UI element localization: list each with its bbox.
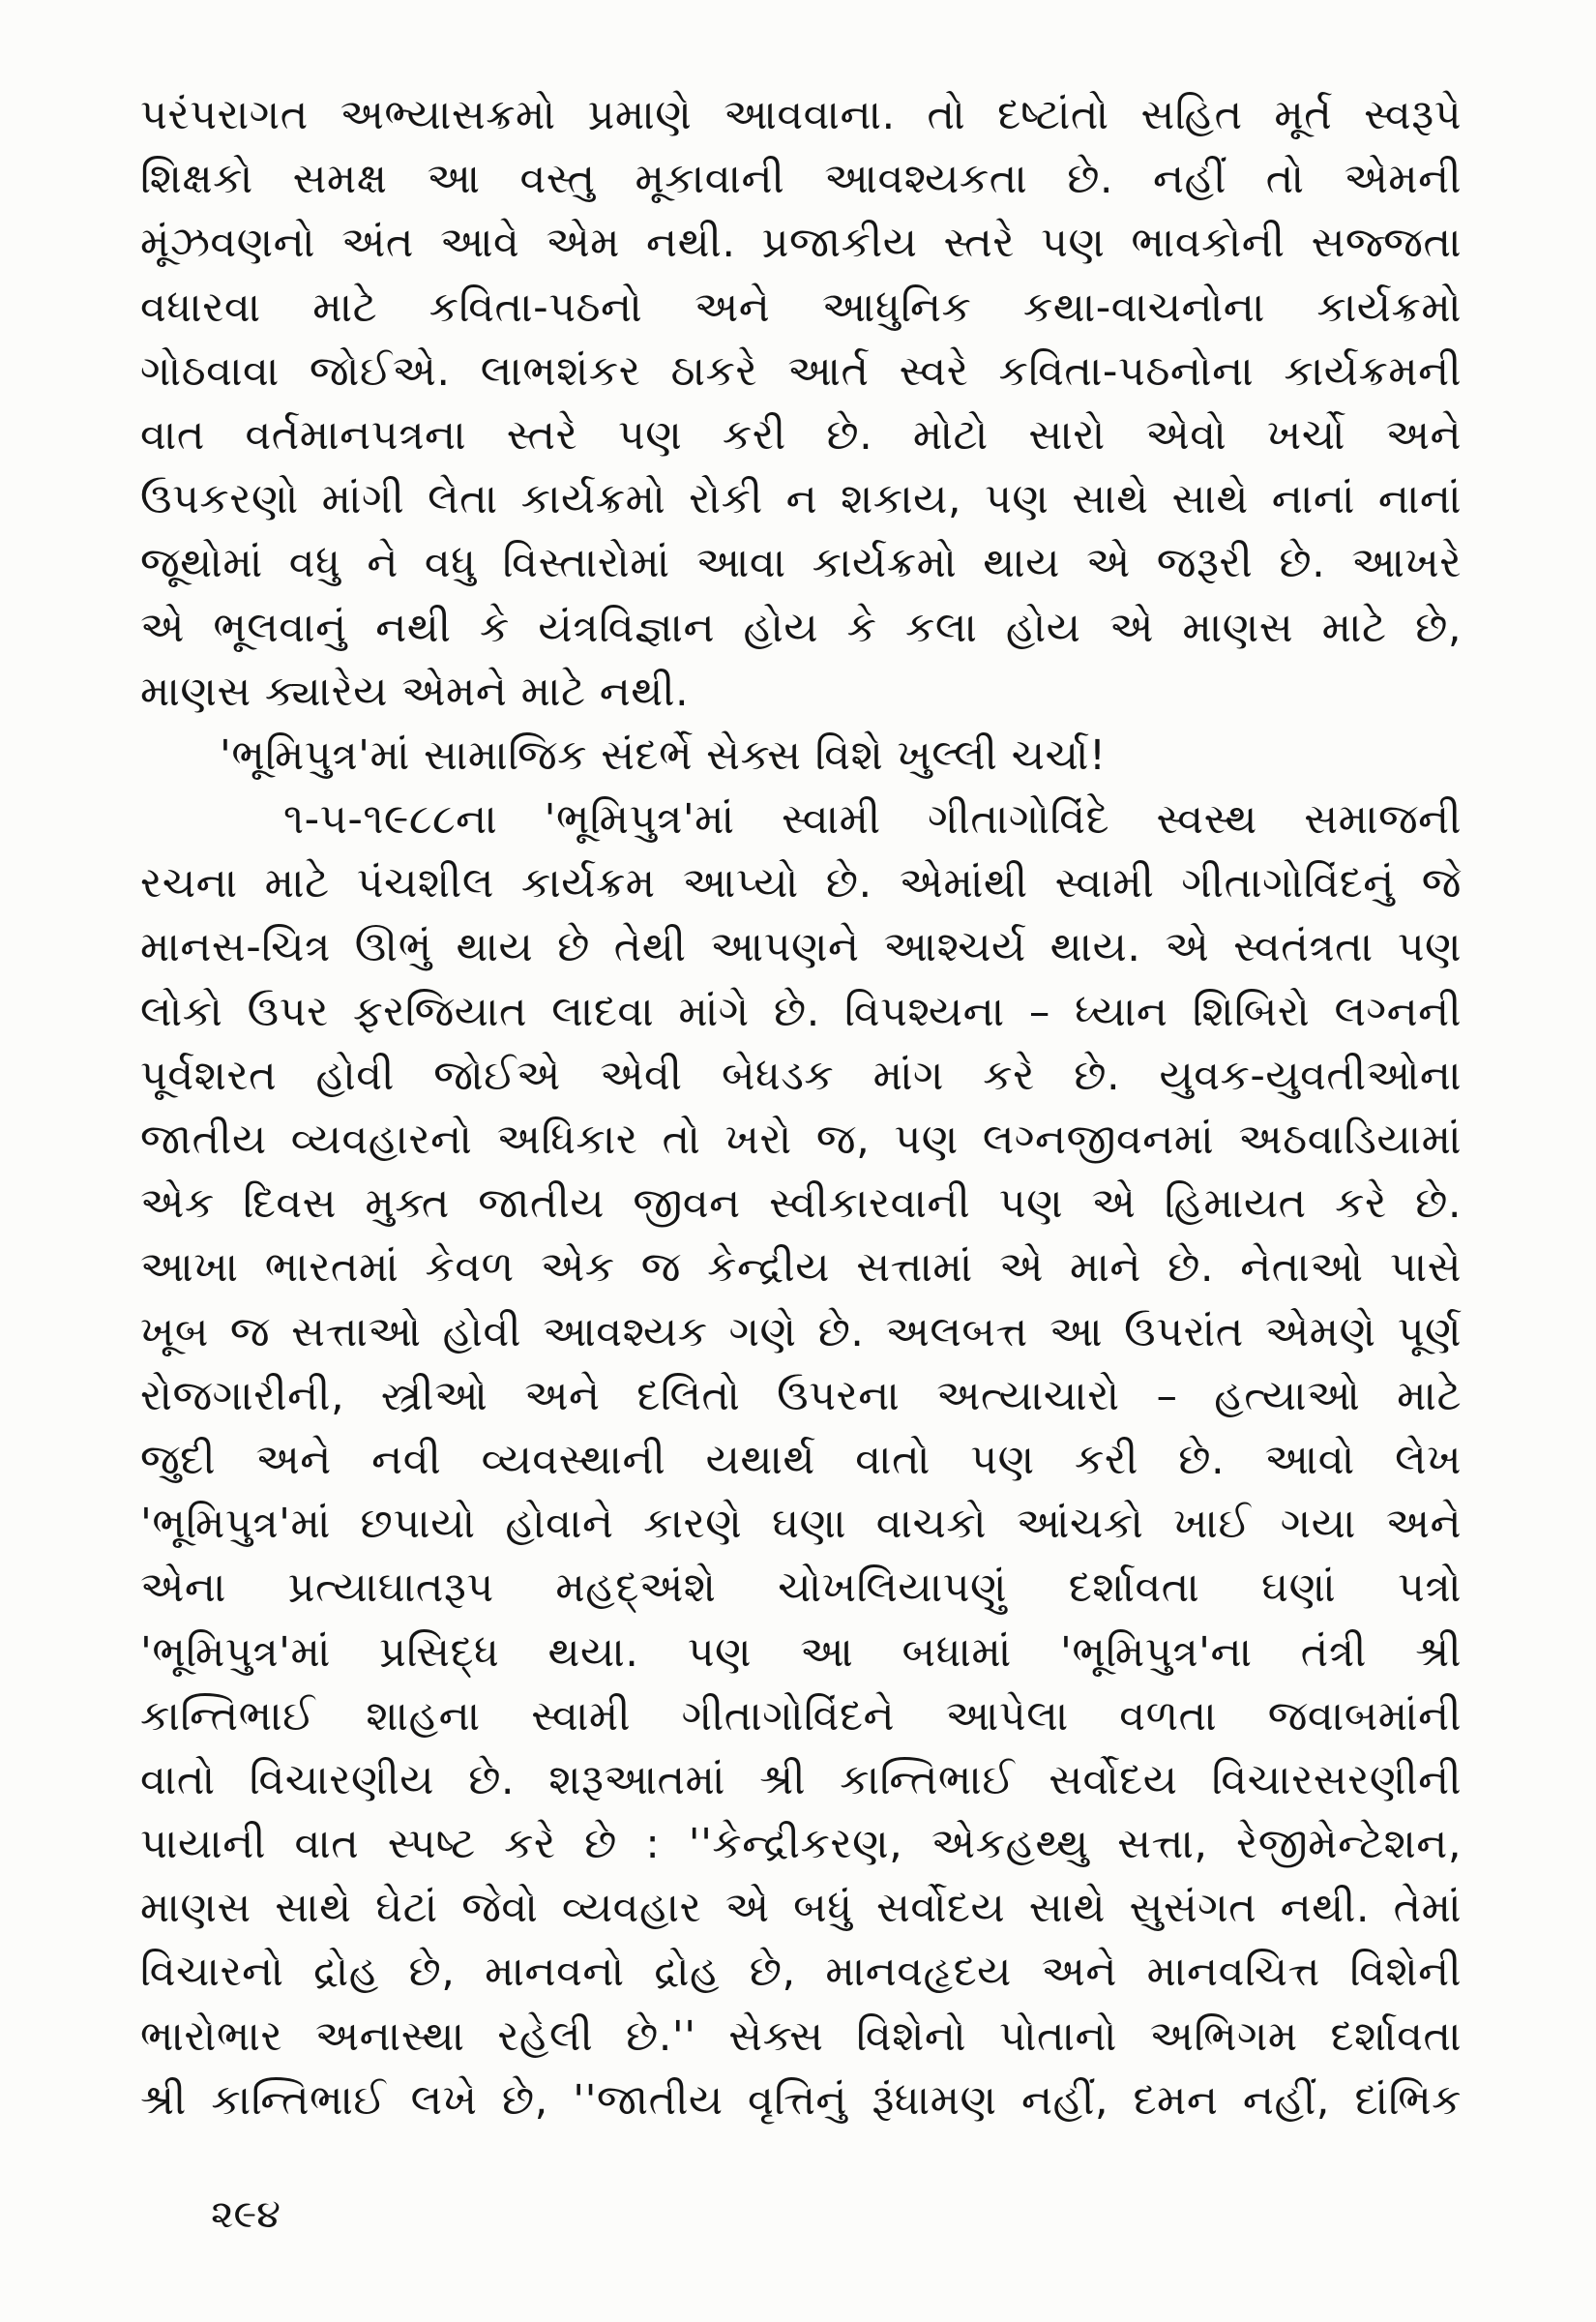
text-line: મૂંઝવણનો અંત આવે એમ નથી. પ્રજાકીય સ્તરે પણ ભાવકોની સજ્જતા <box>140 219 1462 268</box>
text-line: વાત વર્તમાનપત્રના સ્તરે પણ કરી છે. મોટો સારો એવો ખર્ચો અને <box>140 410 1462 460</box>
text-line: શ્રી કાન્તિભાઈ લખે છે, ''જાતીય વૃત્તિનું રૂંધામણ નહીં, દમન નહીં, દાંભિક <box>140 2075 1462 2125</box>
text-line: એક દિવસ મુક્ત જાતીય જીવન સ્વીકારવાની પણ એ હિમાયત કરે છે. <box>140 1179 1462 1229</box>
text-line: રચના માટે પંચશીલ કાર્યક્રમ આપ્યો છે. એમાંથી સ્વામી ગીતાગોવિંદનું જે <box>140 859 1462 908</box>
text-line-heading: 'ભૂમિપુત્ર'માં સામાજિક સંદર્ભે સેક્સ વિશે ખુલ્લી ચર્ચા! <box>220 730 1107 780</box>
text-line: જુદી અને નવી વ્યવસ્થાની યથાર્થ વાતો પણ કરી છે. આવો લેખ <box>140 1435 1462 1484</box>
text-line-paragraph-start: ૧-૫-૧૯૮૮ના 'ભૂમિપુત્ર'માં સ્વામી ગીતાગોવિંદે સ્વસ્થ સમાજની <box>283 795 1462 845</box>
page-number: ૨૯૪ <box>211 2192 281 2237</box>
text-line: વાતો વિચારણીય છે. શરૂઆતમાં શ્રી કાન્તિભાઈ સર્વોદય વિચારસરણીની <box>140 1755 1462 1804</box>
text-line: વધારવા માટે કવિતા-પઠનો અને આધુનિક કથા-વાચનોના કાર્યક્રમો <box>140 283 1462 332</box>
text-line: એના પ્રત્યાઘાતરૂપ મહદ્અંશે ચોખલિયાપણું દર્શાવતા ઘણાં પત્રો <box>140 1563 1462 1613</box>
text-line: રોજગારીની, સ્ત્રીઓ અને દલિતો ઉપરના અત્યાચારો – હત્યાઓ માટે <box>140 1371 1462 1420</box>
text-line: શિક્ષકો સમક્ષ આ વસ્તુ મૂકાવાની આવશ્યકતા છે. નહીં તો એમની <box>140 155 1462 204</box>
text-line: જાતીય વ્યવહારનો અધિકાર તો ખરો જ, પણ લગ્નજીવનમાં અઠવાડિયામાં <box>140 1116 1462 1164</box>
text-line: ઉપકરણો માંગી લેતા કાર્યક્રમો રોકી ન શકાય, પણ સાથે સાથે નાનાં નાનાં <box>140 475 1462 524</box>
text-line: પરંપરાગત અભ્યાસક્રમો પ્રમાણે આવવાના. તો દષ્ટાંતો સહિત મૂર્ત સ્વરૂપે <box>140 91 1462 139</box>
text-line: 'ભૂમિપુત્ર'માં છપાયો હોવાને કારણે ઘણા વાચકો આંચકો ખાઈ ગયા અને <box>140 1500 1462 1549</box>
text-line: માનસ-ચિત્ર ઊભું થાય છે તેથી આપણને આશ્ચર્ય થાય. એ સ્વતંત્રતા પણ <box>140 923 1462 972</box>
text-line: 'ભૂમિપુત્ર'માં પ્રસિદ્ધ થયા. પણ આ બધામાં 'ભૂમિપુત્ર'ના તંત્રી શ્રી <box>140 1627 1462 1677</box>
text-line: આખા ભારતમાં કેવળ એક જ કેન્દ્રીય સત્તામાં એ માને છે. નેતાઓ પાસે <box>140 1243 1462 1293</box>
text-line: માણસ સાથે ઘેટાં જેવો વ્યવહાર એ બધું સર્વોદય સાથે સુસંગત નથી. તેમાં <box>140 1884 1462 1933</box>
text-line-paragraph-end: માણસ ક્યારેય એમને માટે નથી. <box>140 667 690 716</box>
text-line: ભારોભાર અનાસ્થા રહેલી છે.'' સેક્સ વિશેનો પોતાનો અભિગમ દર્શાવતા <box>140 2011 1462 2061</box>
text-block <box>140 83 1462 2132</box>
text-line: વિચારનો દ્રોહ છે, માનવનો દ્રોહ છે, માનવહૃદય અને માનવચિત્ત વિશેની <box>140 1948 1462 1997</box>
text-line: ખૂબ જ સત્તાઓ હોવી આવશ્યક ગણે છે. અલબત્ત આ ઉપરાંત એમણે પૂર્ણ <box>140 1307 1462 1356</box>
text-line: એ ભૂલવાનું નથી કે યંત્રવિજ્ઞાન હોય કે કલા હોય એ માણસ માટે છે, <box>140 603 1462 652</box>
text-line: ગોઠવાવા જોઈએ. લાભશંકર ઠાકરે આર્ત સ્વરે કવિતા-પઠનોના કાર્યક્રમની <box>140 346 1462 396</box>
text-line: જૂથોમાં વધુ ને વધુ વિસ્તારોમાં આવા કાર્યક્રમો થાય એ જરૂરી છે. આખરે <box>140 539 1462 588</box>
text-line: કાન્તિભાઈ શાહના સ્વામી ગીતાગોવિંદને આપેલા વળતા જવાબમાંની <box>140 1691 1462 1741</box>
text-line: પૂર્વશરત હોવી જોઈએ એવી બેધડક માંગ કરે છે. યુવક-યુવતીઓના <box>140 1051 1462 1100</box>
text-line: લોકો ઉપર ફરજિયાત લાદવા માંગે છે. વિપશ્યના – ધ્યાન શિબિરો લગ્નની <box>140 987 1462 1036</box>
text-line: પાયાની વાત સ્પષ્ટ કરે છે : ''કેન્દ્રીકરણ, એકહથ્થુ સત્તા, રેજીમેન્ટેશન, <box>140 1820 1462 1869</box>
